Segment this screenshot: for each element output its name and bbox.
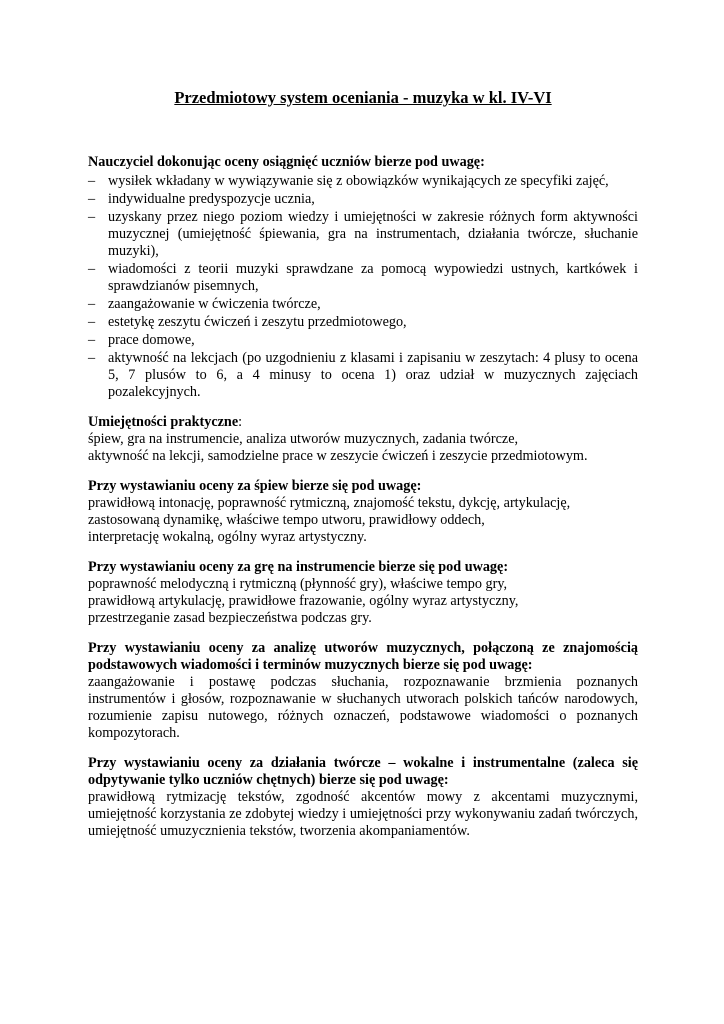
skills-heading-colon: : bbox=[238, 414, 243, 430]
analysis-section bbox=[88, 640, 638, 742]
list-item-text: estetykę zeszytu ćwiczeń i zeszytu przedmiotowego, bbox=[108, 314, 407, 330]
intro-section bbox=[88, 154, 638, 401]
skills-section bbox=[88, 414, 638, 465]
list-item bbox=[88, 350, 638, 401]
list-item-text: uzyskany przez niego poziom wiedzy i umiejętności w zakresie różnych form aktywności muzycznej (umiejętność śpiewania, gra na instrumentach, działania twórcze, słuchanie muzyki), bbox=[108, 209, 638, 259]
singing-line: prawidłową intonację, poprawność rytmiczną, znajomość tekstu, dykcję, artykulację, bbox=[88, 495, 571, 511]
instrument-heading: Przy wystawianiu oceny za grę na instrumencie bierze się pod uwagę: bbox=[88, 559, 509, 575]
dash-bullet: – bbox=[88, 314, 96, 330]
creative-text: prawidłową rytmizację tekstów, zgodność akcentów mowy z akcentami muzycznymi, umiejętność korzystania ze zdobytej wiedzy i umiejętności przy wykonywaniu zadań twórczych, umiejętność umuzycznienia tekstów, tworzenia akompaniamentów. bbox=[88, 789, 638, 839]
skills-heading bbox=[88, 414, 638, 431]
list-item-text: wiadomości z teorii muzyki sprawdzane za pomocą wypowiedzi ustnych, kartkówek i sprawdzianów pisemnych, bbox=[108, 261, 638, 294]
intro-heading: Nauczyciel dokonując oceny osiągnięć uczniów bierze pod uwagę: bbox=[88, 154, 485, 170]
instrument-section bbox=[88, 559, 638, 627]
creative-section bbox=[88, 755, 638, 840]
instrument-line: przestrzeganie zasad bezpieczeństwa podczas gry. bbox=[88, 610, 372, 626]
list-item-text: wysiłek wkładany w wywiązywanie się z obowiązków wynikających ze specyfiki zajęć, bbox=[108, 173, 609, 189]
singing-section bbox=[88, 478, 638, 546]
instrument-line: prawidłową artykulację, prawidłowe frazowanie, ogólny wyraz artystyczny, bbox=[88, 593, 519, 609]
skills-line: aktywność na lekcji, samodzielne prace w zeszycie ćwiczeń i zeszycie przedmiotowym. bbox=[88, 448, 588, 464]
singing-line: zastosowaną dynamikę, właściwe tempo utworu, prawidłowy oddech, bbox=[88, 512, 485, 528]
dash-bullet: – bbox=[88, 296, 96, 312]
list-item bbox=[88, 332, 638, 349]
dash-bullet: – bbox=[88, 191, 96, 207]
list-item-text: prace domowe, bbox=[108, 332, 195, 348]
list-item-text: aktywność na lekcjach (po uzgodnieniu z klasami i zapisaniu w zeszytach: 4 plusy to ocena 5, 7 plusów to 6, a 4 minusy to ocena 1) oraz udział w muzycznych zajęciach pozalekcyjnych. bbox=[108, 350, 638, 400]
list-item bbox=[88, 209, 638, 260]
dash-bullet: – bbox=[88, 350, 96, 366]
dash-bullet: – bbox=[88, 261, 96, 277]
singing-line: interpretację wokalną, ogólny wyraz artystyczny. bbox=[88, 529, 367, 545]
dash-bullet: – bbox=[88, 209, 96, 225]
skills-line: śpiew, gra na instrumencie, analiza utworów muzycznych, zadania twórcze, bbox=[88, 431, 519, 447]
instrument-line: poprawność melodyczną i rytmiczną (płynność gry), właściwe tempo gry, bbox=[88, 576, 508, 592]
list-item bbox=[88, 173, 638, 190]
skills-heading-text: Umiejętności praktyczne bbox=[88, 414, 239, 430]
dash-bullet: – bbox=[88, 332, 96, 348]
list-item bbox=[88, 261, 638, 295]
list-item bbox=[88, 296, 638, 313]
singing-heading: Przy wystawianiu oceny za śpiew bierze się pod uwagę: bbox=[88, 478, 422, 494]
creative-heading: Przy wystawianiu oceny za działania twórcze – wokalne i instrumentalne (zaleca się odpytywanie tylko uczniów chętnych) bierze się pod uwagę: bbox=[88, 755, 638, 788]
list-item-text: zaangażowanie w ćwiczenia twórcze, bbox=[108, 296, 321, 312]
analysis-text: zaangażowanie i postawę podczas słuchania, rozpoznawanie brzmienia poznanych instrumentów i głosów, rozpoznawanie w słuchanych utworach polskich tańców narodowych, rozumienie zapisu nutowego, różnych oznaczeń, podstawowe wiadomości o poznanych kompozytorach. bbox=[88, 674, 638, 741]
analysis-heading: Przy wystawianiu oceny za analizę utworów muzycznych, połączoną ze znajomością podstawowych wiadomości i terminów muzycznych bierze się pod uwagę: bbox=[88, 640, 638, 673]
list-item bbox=[88, 191, 638, 208]
list-item-text: indywidualne predyspozycje ucznia, bbox=[108, 191, 315, 207]
intro-list bbox=[88, 173, 638, 401]
list-item bbox=[88, 314, 638, 331]
dash-bullet: – bbox=[88, 173, 96, 189]
page-title: Przedmiotowy system oceniania - muzyka w kl. IV-VI bbox=[174, 88, 552, 107]
